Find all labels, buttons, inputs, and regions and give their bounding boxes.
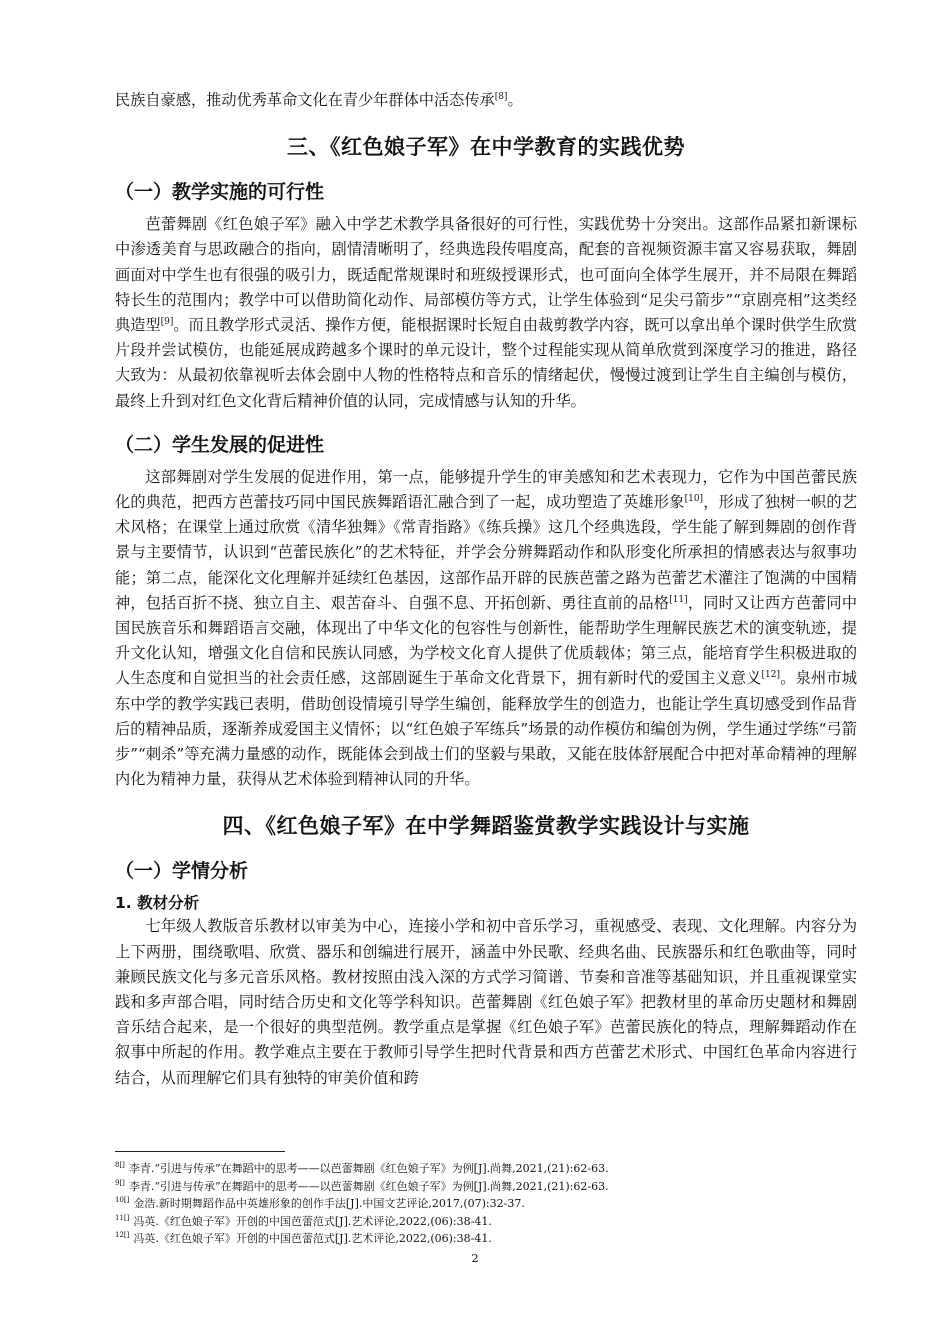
footnote-mark: 8[]	[115, 1161, 125, 1170]
citation-8: [8]	[494, 91, 508, 102]
intro-end: 。	[507, 91, 523, 109]
section-4-1-heading: （一）学情分析	[115, 860, 249, 883]
footnote-8	[115, 1160, 857, 1178]
section-3-1-heading: （一）教学实施的可行性	[115, 181, 325, 204]
section-3-2-heading: （二）学生发展的促进性	[115, 433, 325, 456]
footnote-text: 李青.“引进与传承”在舞蹈中的思考——以芭蕾舞剧《红色娘子军》为例[J].尚舞,2021,(21):62-63.	[128, 1179, 609, 1193]
page-body	[115, 88, 857, 1091]
footnote-10	[115, 1195, 857, 1213]
footnote-text: 李青.“引进与传承”在舞蹈中的思考——以芭蕾舞剧《红色娘子军》为例[J].尚舞,2021,(21):62-63.	[128, 1162, 609, 1175]
development-text-c: ，同时又让西方芭蕾同中国民族音乐和舞蹈语言交融，体现出了中华文化的包容性与创新性，能帮助学生理解民族艺术的演变轨迹，提升文化认知，增强文化自信和民族认同感，为学校文化育人提供了优质载体；第三点，能培育学生积极进取的人生态度和自觉担当的社会责任感，这部剧诞生于革命文化背景下，拥有新时代的爱国主义意义	[115, 593, 858, 688]
development-text-b: ，形成了独树一帜的艺术风格；在课堂上通过欣赏《清华独舞》《常青指路》《练兵操》这几个经典选段，学生能了解到舞剧的创作背景与主要情节，认识到“芭蕾民族化”的艺术特征，并学会分辨舞蹈动作和队形变化所承担的情感表达与叙事功能；第二点，能深化文化理解并延续红色基因，这部作品开辟的民族芭蕾之路为芭蕾艺术灌注了饱满的中国精神，包括百折不挠、独立自主、艰苦奋斗、自强不息、开拓创新、勇往直前的品格	[115, 493, 858, 612]
footnote-text: 金浩.新时期舞蹈作品中英雄形象的创作手法[J].中国文艺评论,2017,(07):32-37.	[133, 1197, 525, 1210]
textbook-analysis-heading: 1. 教材分析	[115, 894, 200, 913]
development-paragraph	[115, 465, 857, 793]
footnote-text: 冯英.《红色娘子军》开创的中国芭蕾范式[J].艺术评论,2022,(06):38-41.	[133, 1214, 492, 1228]
feasibility-text-a: 芭蕾舞剧《红色娘子军》融入中学艺术教学具备很好的可行性，实践优势十分突出。这部作品紧扣新课标中渗透美育与思政融合的指向，剧情清晰明了，经典选段传唱度高，配套的音视频资源丰富又容易获取，舞剧画面对中学生也有很强的吸引力，既适配常规课时和班级授课形式，也可面向全体学生展开，并不局限在舞蹈特长生的范围内；教学中可以借助简化动作、局部模仿等方式，让学生体验到“足尖弓箭步”“京剧亮相”这类经典造型	[115, 215, 857, 335]
footnote-mark: 12[]	[115, 1231, 130, 1240]
feasibility-text-b: 。而且教学形式灵活、操作方便，能根据课时长短自由裁剪教学内容，既可以拿出单个课时供学生欣赏片段并尝试模仿，也能延展成跨越多个课时的单元设计，整个过程能实现从简单欣赏到深度学习的推进，路径大致为：从最初依靠视听去体会剧中人物的性格特点和音乐的情绪起伏，慢慢过渡到让学生自主编创与模仿，最终上升到对红色文化背后精神价值的认同，完成情感与认知的升华。	[115, 316, 857, 410]
development-text-a: 这部舞剧对学生发展的促进作用，第一点，能够提升学生的审美感知和艺术表现力，它作为中国芭蕾民族化的典范，把西方芭蕾技巧同中国民族舞蹈语汇融合到了一起，成功塑造了英雄形象	[115, 467, 857, 512]
intro-text: 民族自豪感，推动优秀革命文化在青少年群体中活态传承	[115, 91, 495, 109]
citation-12: [12]	[761, 670, 781, 681]
textbook-analysis-paragraph: 七年级人教版音乐教材以审美为中心，连接小学和初中音乐学习，重视感受、表现、文化理解。内容分为上下两册，围绕歌唱、欣赏、器乐和创编进行展开，涵盖中外民歌、经典名曲、民族器乐和红色歌曲等，同时兼顾民族文化与多元音乐风格。教材按照由浅入深的方式学习简谱、节奏和音准等基础知识，并且重视课堂实践和多声部合唱，同时结合历史和文化等学科知识。芭蕾舞剧《红色娘子军》把教材里的革命历史题材和舞剧音乐结合起来，是一个很好的典型范例。教学重点是掌握《红色娘子军》芭蕾民族化的特点，理解舞蹈动作在叙事中所起的作用。教学难点主要在于教师引导学生把时代背景和西方芭蕾艺术形式、中国红色革命内容进行结合，从而理解它们具有独特的审美价值和跨	[115, 917, 857, 1087]
footnote-mark: 10[]	[115, 1196, 130, 1205]
footnotes	[115, 1160, 857, 1248]
footnote-text: 冯英.《红色娘子军》开创的中国芭蕾范式[J].艺术评论,2022,(06):38-41.	[133, 1232, 492, 1245]
footnote-9	[115, 1178, 857, 1196]
section-4-heading: 四、《红色娘子军》在中学舞蹈鉴赏教学实践设计与实施	[222, 814, 750, 839]
development-text-d: 。泉州市城东中学的教学实践已表明，借助创设情境引导学生编创，能释放学生的创造力，也能让学生真切感受到作品背后的精神品质，逐渐养成爱国主义情怀；以“红色娘子军练兵”场景的动作模仿和编创为例，学生通过学练“弓箭步”“刺杀”等充满力量感的动作，既能体会到战士们的坚毅与果敢，又能在肢体舒展配合中把对革命精神的理解内化为精神力量，获得从艺术体验到精神认同的升华。	[115, 669, 858, 789]
footnote-mark: 11[]	[115, 1213, 130, 1222]
footnote-11	[115, 1213, 857, 1231]
citation-11: [11]	[669, 594, 688, 605]
section-3-heading: 三、《红色娘子军》在中学教育的实践优势	[287, 135, 685, 160]
footnote-12	[115, 1230, 857, 1248]
citation-10: [10]	[684, 493, 704, 504]
footnote-mark: 9[]	[115, 1178, 125, 1187]
feasibility-paragraph	[115, 212, 857, 414]
citation-9: [9]	[160, 316, 174, 327]
intro-paragraph	[115, 88, 857, 113]
footnote-divider	[115, 1151, 285, 1152]
page-number: 2	[471, 1251, 479, 1265]
